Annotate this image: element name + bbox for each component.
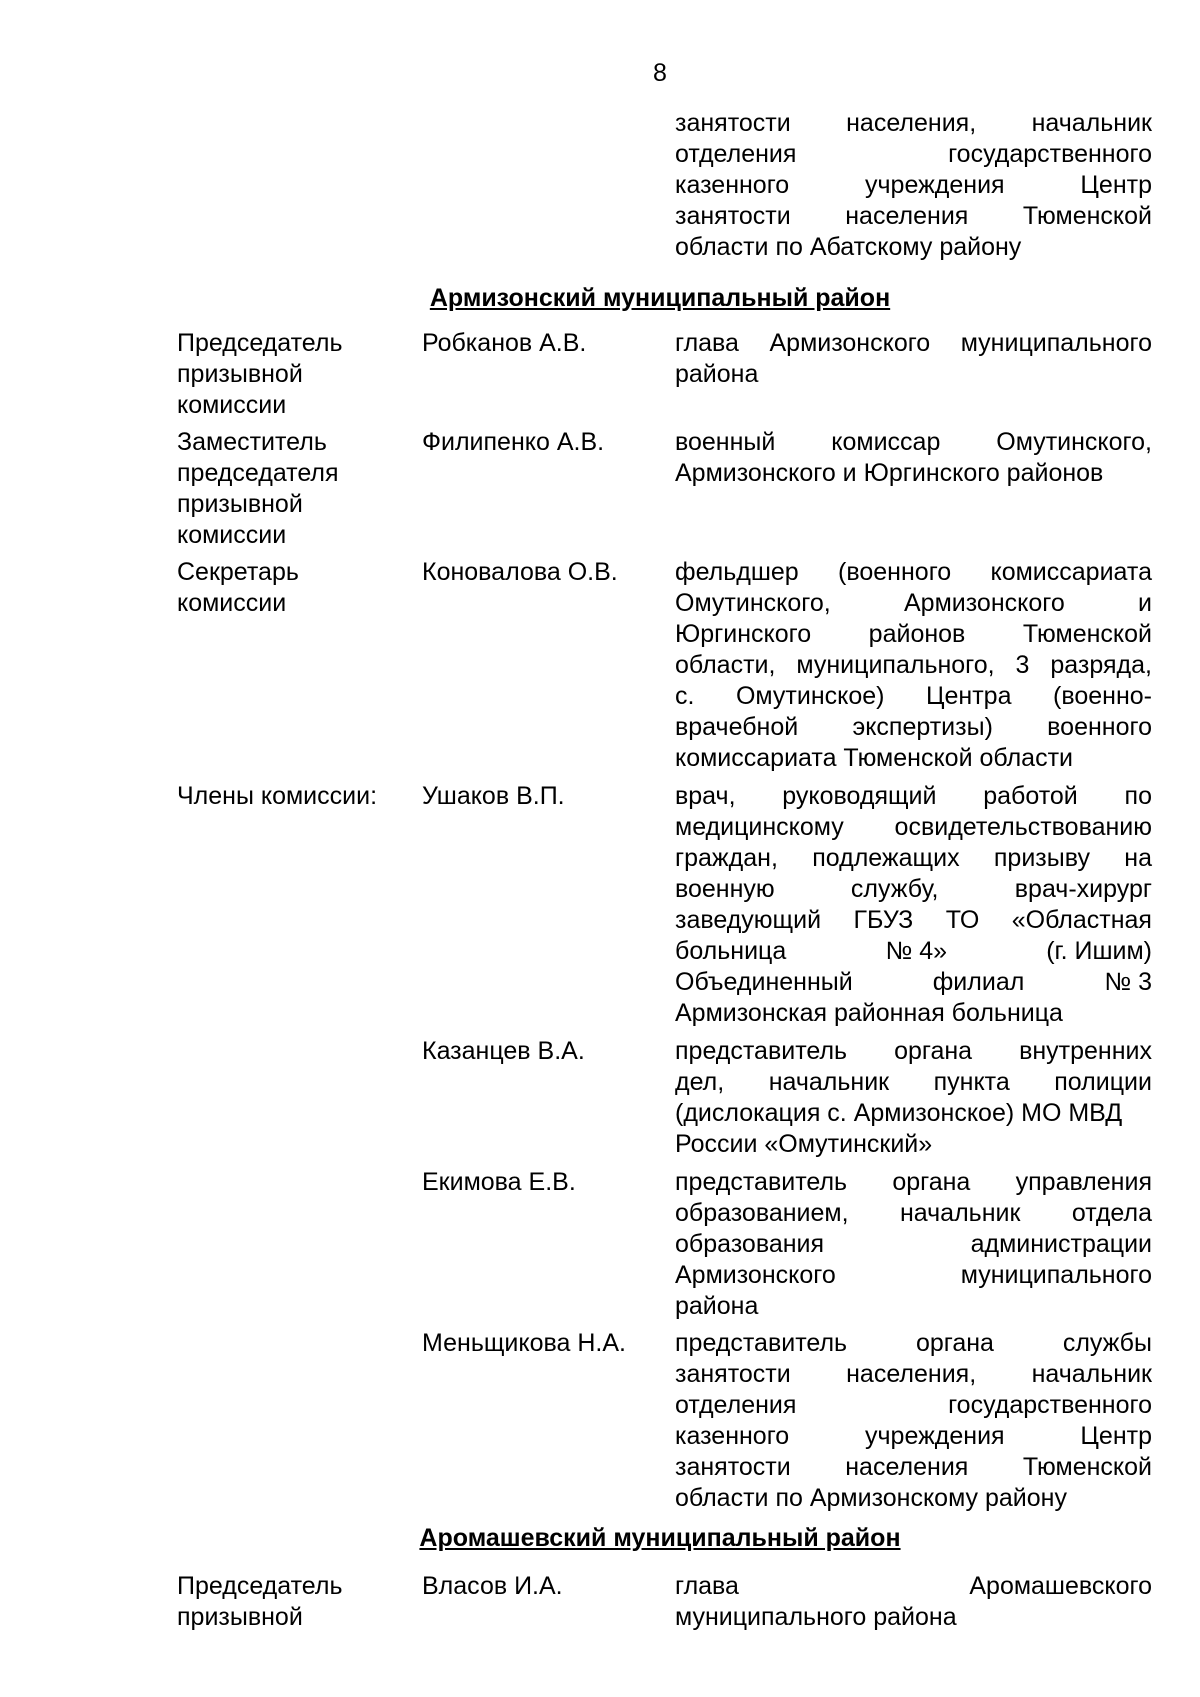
desc-line: Армизонского муниципального [675,1261,1152,1289]
role-line: комиссии [177,521,287,549]
desc-line: казенного учреждения Центр [675,171,1152,199]
member-description [675,557,1152,774]
desc-line: глава Аромашевского [675,1572,1152,1600]
desc-line: России «Омутинский» [675,1130,933,1158]
desc-line: района [675,360,759,388]
desc-line: отделения государственного [675,140,1152,168]
desc-line: казенного учреждения Центр [675,1422,1152,1450]
role-cell [177,427,407,551]
desc-line: комиссариата Тюменской области [675,744,1073,772]
desc-line: дел, начальник пункта полиции [675,1068,1152,1096]
role-line: Председатель [177,1572,343,1600]
desc-line: врачебной экспертизы) военного [675,713,1152,741]
desc-line: Омутинского, Армизонского и [675,589,1152,617]
page-number: 8 [653,59,667,87]
role-line: призывной [177,490,303,518]
role-line: Председатель [177,329,343,357]
desc-line: представитель органа управления [675,1168,1152,1196]
member-name: Филипенко А.В. [422,428,605,456]
desc-line: фельдшер (военного комиссариата [675,558,1152,586]
continuation-description [675,108,1152,263]
member-name: Ушаков В.П. [422,782,565,810]
desc-line: отделения государственного [675,1391,1152,1419]
desc-line: Армизонская районная больница [675,999,1063,1027]
desc-line: Армизонского и Юргинского районов [675,459,1104,487]
role-line: Секретарь [177,558,299,586]
role-cell [177,328,407,421]
desc-line: занятости населения Тюменской [675,202,1152,230]
desc-line: занятости населения Тюменской [675,1453,1152,1481]
desc-line: области по Армизонскому району [675,1484,1067,1512]
member-description [675,328,1152,390]
role-cell [177,781,407,812]
desc-line: представитель органа внутренних [675,1037,1152,1065]
desc-line: с. Омутинское) Центра (военно- [675,682,1152,710]
role-line: Члены комиссии: [177,782,378,810]
role-line: призывной [177,360,303,388]
desc-line: военную службу, врач-хирург [675,875,1152,903]
desc-line: военный комиссар Омутинского, [675,428,1152,456]
role-line: призывной [177,1603,303,1631]
desc-line: (дислокация с. Армизонское) МО МВД [675,1099,1123,1127]
desc-line: Объединенный филиал № 3 [675,968,1152,996]
desc-line: образованием, начальник отдела [675,1199,1152,1227]
role-line: комиссии [177,391,287,419]
desc-line: занятости населения, начальник [675,1360,1152,1388]
district-title-aromashevsky: Аромашевский муниципальный район [419,1524,901,1552]
desc-line: заведующий ГБУЗ ТО «Областная [675,906,1152,934]
desc-line: больница № 4» (г. Ишим) [675,937,1152,965]
desc-line: медицинскому освидетельствованию [675,813,1152,841]
role-cell [177,557,407,619]
member-description [675,1036,1152,1160]
role-line: председателя [177,459,339,487]
desc-line: образования администрации [675,1230,1152,1258]
desc-line: глава Армизонского муниципального [675,329,1152,357]
role-cell [177,1571,407,1633]
member-name: Екимова Е.В. [422,1168,576,1196]
desc-line: граждан, подлежащих призыву на [675,844,1152,872]
desc-line: Юргинского районов Тюменской [675,620,1152,648]
desc-line: района [675,1292,759,1320]
desc-line: занятости населения, начальник [675,109,1152,137]
desc-line: представитель органа службы [675,1329,1152,1357]
member-name: Власов И.А. [422,1572,563,1600]
member-description [675,1167,1152,1322]
desc-line: области по Абатскому району [675,233,1022,261]
desc-line: муниципального района [675,1603,957,1631]
role-line: Заместитель [177,428,327,456]
member-description [675,1571,1152,1633]
role-line: комиссии [177,589,287,617]
member-name: Робканов А.В. [422,329,587,357]
member-description [675,427,1152,489]
desc-line: врач, руководящий работой по [675,782,1152,810]
member-description [675,1328,1152,1514]
member-name: Меньщикова Н.А. [422,1329,626,1357]
member-name: Коновалова О.В. [422,558,618,586]
district-title-armizonsky: Армизонский муниципальный район [429,284,891,312]
member-name: Казанцев В.А. [422,1037,585,1065]
member-description [675,781,1152,1029]
desc-line: области, муниципального, 3 разряда, [675,651,1152,679]
